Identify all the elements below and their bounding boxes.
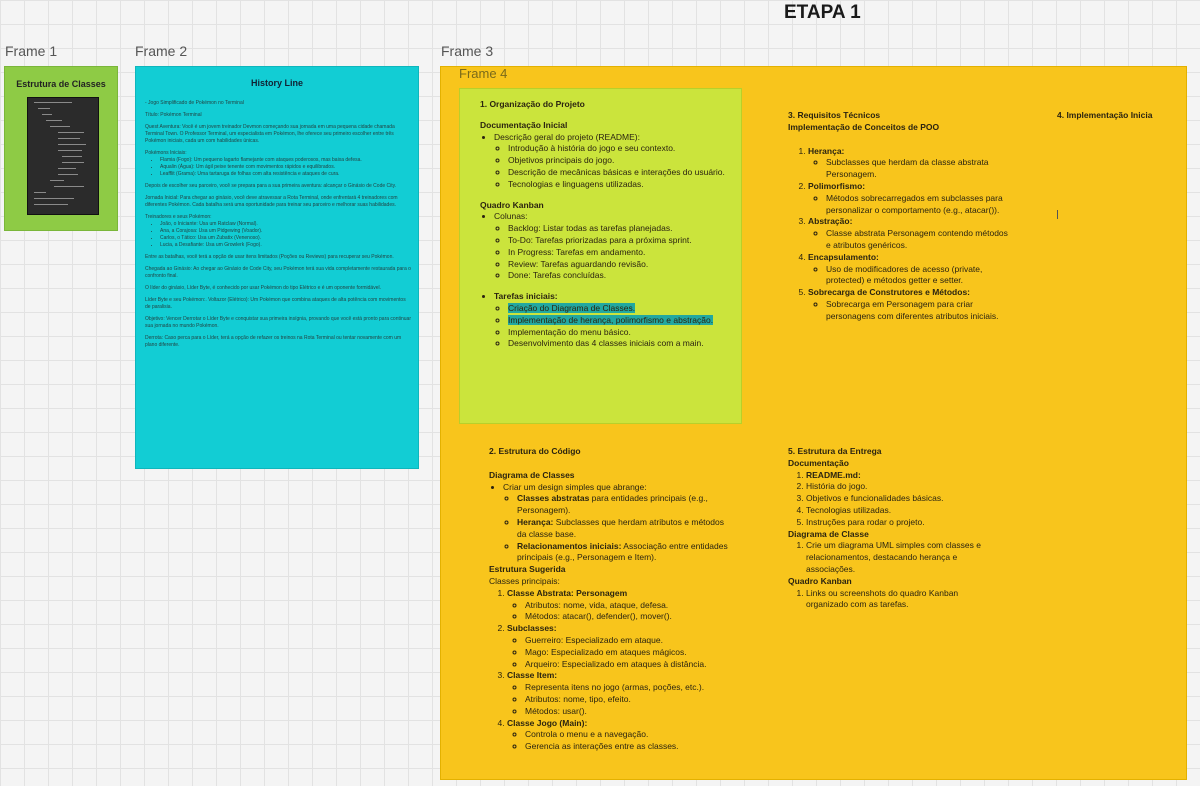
text-cursor [1057,210,1058,219]
section-delivery [788,446,988,611]
section-organization [480,99,735,350]
history-paragraph: Derrota: Caso perca para o Líder, terá a opção de refazer os treinos na Rota Terminal ou tentar novamente com um plano diferente. [145,335,402,348]
trainer-item: • Lucia, a Desafiante: Usa um Growlerk (Fogo). [160,242,411,249]
list-item: 3. Abstração: ◦ Classe abstrata Personagem contendo métodos e atributos genéricos. [808,216,1010,251]
list-item: ◦ To-Do: Tarefas priorizadas para a próxima sprint. [508,235,735,247]
list-item: ◦ Controla o menu e a navegação. [525,729,729,741]
list-item: 1. Herança: ◦ Subclasses que herdam da classe abstrata Personagem. [808,146,1010,181]
list-item: 1. Links ou screenshots do quadro Kanban organizado com as tarefas. [806,588,988,612]
list-item: ◦ Descrição de mecânicas básicas e interações do usuário. [508,167,735,179]
pokemon-list-title: Pokémons Iniciais: [145,150,187,156]
section-technical-requirements [788,110,1010,323]
delivery-diagram-list [788,540,988,575]
struct-title: Estrutura Sugerida [489,564,566,575]
history-paragraph: - Jogo Simplificado de Pokémon no Terminal [145,100,244,106]
history-paragraph: Jornada Inicial: Para chegar ao ginásio, você deve atravessar a Rota Terminal, onde enfrentará 4 treinadores com diferentes Pokémon. Cada batalha será uma oportunidade para treinar seu parceiro e melhorar suas habilidades. [145,195,398,208]
trainer-item: • João, o Iniciante: Usa um Ratclaw (Normal). [160,221,411,228]
diagram-title: Diagrama de Classes [489,469,575,480]
list-item: ◦ Herança: Subclasses que herdam atributos e métodos da classe base. [517,517,729,541]
trainers-list-title: Treinadores e seus Pokémon: [145,214,212,220]
delivery-kanban-list [788,588,988,612]
pokemon-list [145,157,411,178]
list-item: ◦ Métodos sobrecarregados em subclasses para personalizar o comportamento (e.g., atacar()). [826,193,1010,217]
history-paragraph: Entre as batalhas, você terá a opção de usar itens limitados (Poções ou Reviews) para recuperar seu Pokémon. [145,254,394,260]
list-item: 5. Instruções para rodar o projeto. [806,517,988,529]
list-item: ◦ Classes abstratas para entidades principais (e.g., Personagem). [517,493,729,517]
frame2-history-card[interactable] [135,66,419,469]
section3-subtitle: Implementação de Conceitos de POO [788,121,940,132]
doc-initial-list [480,132,735,191]
list-item: 1. README.md: [806,470,988,482]
history-body [145,100,411,354]
list-item: 1. Crie um diagrama UML simples com classes e relacionamentos, destacando herança e associações. [806,540,988,575]
history-paragraph: Quest Aventura: Você é um jovem treinador Devmon começando sua jornada em uma pequena cidade chamada Terminal Town. O Professor Terminal, um especialista em Pokémon, lhe oferece seu primeiro escolher entre três Pokémon iniciais, cada um com habilidades únicas. [145,124,395,144]
classes-list [489,588,729,753]
list-item: 1. Classe Abstrata: Personagem ◦ Atributos: nome, vida, ataque, defesa. ◦ Métodos: atacar(), defender(), mover(). [507,588,729,623]
highlighted-text[interactable]: Criação do Diagrama de Classes. [508,302,636,313]
list-item: 4. Classe Jogo (Main): ◦ Controla o menu e a navegação. ◦ Gerencia as interações entre as classes. [507,718,729,753]
pokemon-item: • Aqualin (Água): Um ágil peixe tenente com movimentos rápidos e equilibrados. [160,164,411,171]
section-implementation [1057,110,1167,122]
list-item: 5. Sobrecarga de Construtores e Métodos: ◦ Sobrecarga em Personagem para criar personagens com diferentes atributos iniciais. [808,287,1010,322]
list-item: 3. Objetivos e funcionalidades básicas. [806,493,988,505]
list-item: ◦ Desenvolvimento das 4 classes iniciais com a main. [508,338,735,350]
delivery-doc-title: Documentação [788,457,849,468]
list-item: ◦ Guerreiro: Especializado em ataque. [525,635,729,647]
list-item: ◦ Sobrecarga em Personagem para criar personagens com diferentes atributos iniciais. [826,299,1010,323]
trainer-item: • Carlos, o Tático: Usa um Zubatix (Venenoso). [160,235,411,242]
list-item: ◦ Objetivos principais do jogo. [508,155,735,167]
section1-title: 1. Organização do Projeto [480,99,585,109]
section2-title: 2. Estrutura do Código [489,446,581,456]
history-paragraph: Depois de escolher seu parceiro, você se prepara para a sua primeira aventura: alcançar o Ginásio de Code City. [145,183,397,189]
list-item: ◦ Done: Tarefas concluídas. [508,270,735,282]
diagram-list [489,482,729,565]
list-item: ◦ Classe abstrata Personagem contendo métodos e atributos genéricos. [826,228,1010,252]
list-item: ◦ Representa itens no jogo (armas, poções, etc.). [525,682,729,694]
list-item: 2. Polimorfismo: ◦ Métodos sobrecarregados em subclasses para personalizar o comportamento (e.g., atacar()). [808,181,1010,216]
etapa-title: ETAPA 1 [784,2,861,23]
list-item [508,303,735,315]
history-paragraph: O líder do ginásio, Líder Byte, é conhecido por usar Pokémon do tipo Elétrico e é um oponente formidável. [145,285,381,291]
list-item: ◦ Relacionamentos iniciais: Associação entre entidades principais (e.g., Personagem e Item). [517,541,729,565]
section4-title: 4. Implementação Inicia [1057,110,1153,120]
delivery-doc-list [788,470,988,529]
history-paragraph: Líder Byte e seu Pokémon:. Voltazor (Elétrico): Um Pokémon que combina ataques de alta potência com movimentos de paralisia. [145,297,406,310]
list-item: 2. Subclasses: ◦ Guerreiro: Especializado em ataque. ◦ Mago: Especializado em ataques mágicos. ◦ Arqueiro: Especializado em ataques à distância. [507,623,729,670]
list-item: ◦ Métodos: usar(). [525,706,729,718]
list-item: 2. História do jogo. [806,481,988,493]
highlighted-text[interactable]: Implementação de herança, polimorfismo e abstração. [508,314,714,325]
frame2-label: Frame 2 [135,43,188,59]
list-item: ◦ Arqueiro: Especializado em ataques à distância. [525,659,729,671]
class-structure-screenshot[interactable] [27,97,99,215]
list-item: ◦ Review: Tarefas aguardando revisão. [508,259,735,271]
list-item: ◦ In Progress: Tarefas em andamento. [508,247,735,259]
trainers-list [145,221,411,249]
kanban-title: Quadro Kanban [480,199,544,210]
list-item: • Criar um design simples que abrange: ◦ Classes abstratas para entidades principais (e.g., Personagem). ◦ Herança: Subclasses que herdam atributos e métodos da classe base. ◦ Relacionamentos iniciais: Associação entre entidades principais (e.g., Personagem e Item). [503,482,729,565]
poo-list [788,146,1010,323]
list-item: • Tarefas iniciais: ◦ Criação do Diagrama de Classes. ◦ Implementação de herança, polimorfismo e abstração. ◦ Implementação do menu básico. ◦ Desenvolvimento das 4 classes iniciais com a main. [494,291,735,350]
history-paragraph: Título: Pokémon Terminal [145,112,202,118]
kanban-list [480,211,735,282]
list-item: 4. Tecnologias utilizadas. [806,505,988,517]
frame1-card[interactable] [4,66,118,231]
list-item: • Descrição geral do projeto (README): ◦ Introdução à história do jogo e seu contexto. ◦ Objetivos principais do jogo. ◦ Descrição de mecânicas básicas e interações do usuário. ◦ Tecnologias e linguagens utilizadas. [494,132,735,191]
trainer-item: • Ana, a Corajosa: Usa um Pidgewing (Voador). [160,228,411,235]
doc-initial-title: Documentação Inicial [480,119,568,130]
list-item: ◦ Subclasses que herdam da classe abstrata Personagem. [826,157,1010,181]
section3-title: 3. Requisitos Técnicos [788,110,881,120]
list-item: ◦ Uso de modificadores de acesso (private, protected) e métodos getter e setter. [826,264,1010,288]
list-item: ◦ Implementação do menu básico. [508,327,735,339]
list-item: ◦ Gerencia as interações entre as classes. [525,741,729,753]
frame3-label: Frame 3 [441,43,494,59]
tasks-list [480,291,735,350]
delivery-kanban-title: Quadro Kanban [788,575,852,586]
list-item: ◦ Introdução à história do jogo e seu contexto. [508,143,735,155]
list-item: ◦ Tecnologias e linguagens utilizadas. [508,179,735,191]
list-item [508,315,735,327]
list-item: ◦ Atributos: nome, tipo, efeito. [525,694,729,706]
history-title: History Line [250,78,303,88]
list-item: 3. Classe Item: ◦ Representa itens no jogo (armas, poções, etc.). ◦ Atributos: nome, tipo, efeito. ◦ Métodos: usar(). [507,670,729,717]
pokemon-item: • Leafflit (Grama): Uma tartaruga de folhas com alta resistência e ataques de cura. [160,171,411,178]
list-item: 4. Encapsulamento: ◦ Uso de modificadores de acesso (private, protected) e métodos getter e setter. [808,252,1010,287]
struct-subtitle: Classes principais: [489,575,560,586]
list-item: ◦ Atributos: nome, vida, ataque, defesa. [525,600,729,612]
frame4-label: Frame 4 [459,66,508,81]
section-code-structure [489,446,729,753]
delivery-diagram-title: Diagrama de Classe [788,528,869,539]
list-item: ◦ Métodos: atacar(), defender(), mover(). [525,611,729,623]
list-item: • Colunas: ◦ Backlog: Listar todas as tarefas planejadas. ◦ To-Do: Tarefas priorizadas para a próxima sprint. ◦ In Progress: Tarefas em andamento. ◦ Review: Tarefas aguardando revisão. ◦ Done: Tarefas concluídas. [494,211,735,282]
history-paragraph: Objetivo: Vencer Derrotar o Líder Byte e conquistar sua primeira insígnia, provando que você está pronto para continuar sua jornada no mundo Pokémon. [145,316,411,329]
pokemon-item: • Flamia (Fogo): Um pequeno lagarto flamejante com ataques poderosos, mas baixa defesa. [160,157,411,164]
frame1-label: Frame 1 [5,43,58,59]
list-item: ◦ Backlog: Listar todas as tarefas planejadas. [508,223,735,235]
frame1-title: Estrutura de Classes [16,79,106,89]
history-paragraph: Chegada ao Ginásio: Ao chegar ao Ginásio de Code City, seu Pokémon terá sua vida completamente restaurada para o confronto final. [145,266,411,279]
list-item: ◦ Mago: Especializado em ataques mágicos. [525,647,729,659]
section5-title: 5. Estrutura da Entrega [788,446,882,456]
